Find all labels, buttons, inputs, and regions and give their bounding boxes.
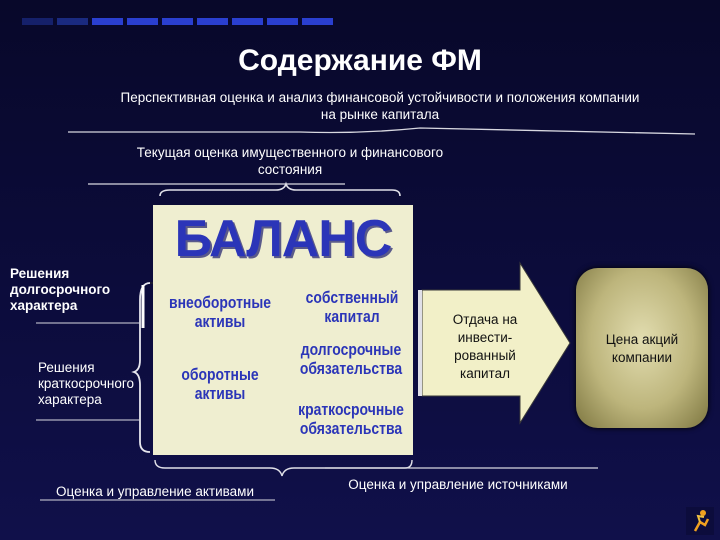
long-term-decisions-label: Решения долгосрочного характера [10, 266, 111, 313]
short-term-liabilities: краткосрочные обязательства [298, 400, 404, 438]
current-assessment-label: Текущая оценка имущественного и финансового состояния [136, 145, 444, 177]
balance-title: БАЛАНС [174, 210, 392, 268]
share-price-label: Цена акций компании [605, 332, 679, 365]
non-current-assets: внеоборотные активы [169, 293, 271, 331]
short-term-decisions-label: Решения краткосрочного характера [38, 360, 134, 407]
long-term-liabilities: долгосрочные обязательства [299, 340, 403, 378]
sources-management-label: Оценка и управление источниками [348, 477, 568, 492]
slide-title: Содержание ФМ [238, 44, 482, 77]
perspective-assessment-label: Перспективная оценка и анализ финансовой устойчивости и положения компании на рынке капитала [120, 90, 640, 122]
runner-logo-icon [686, 507, 714, 535]
current-assets: оборотные активы [181, 365, 259, 403]
return-on-capital-label: Отдача на инвести- рованный капитал [452, 312, 518, 381]
assets-management-label: Оценка и управление активами [55, 484, 255, 499]
equity-capital: собственный капитал [305, 288, 399, 326]
